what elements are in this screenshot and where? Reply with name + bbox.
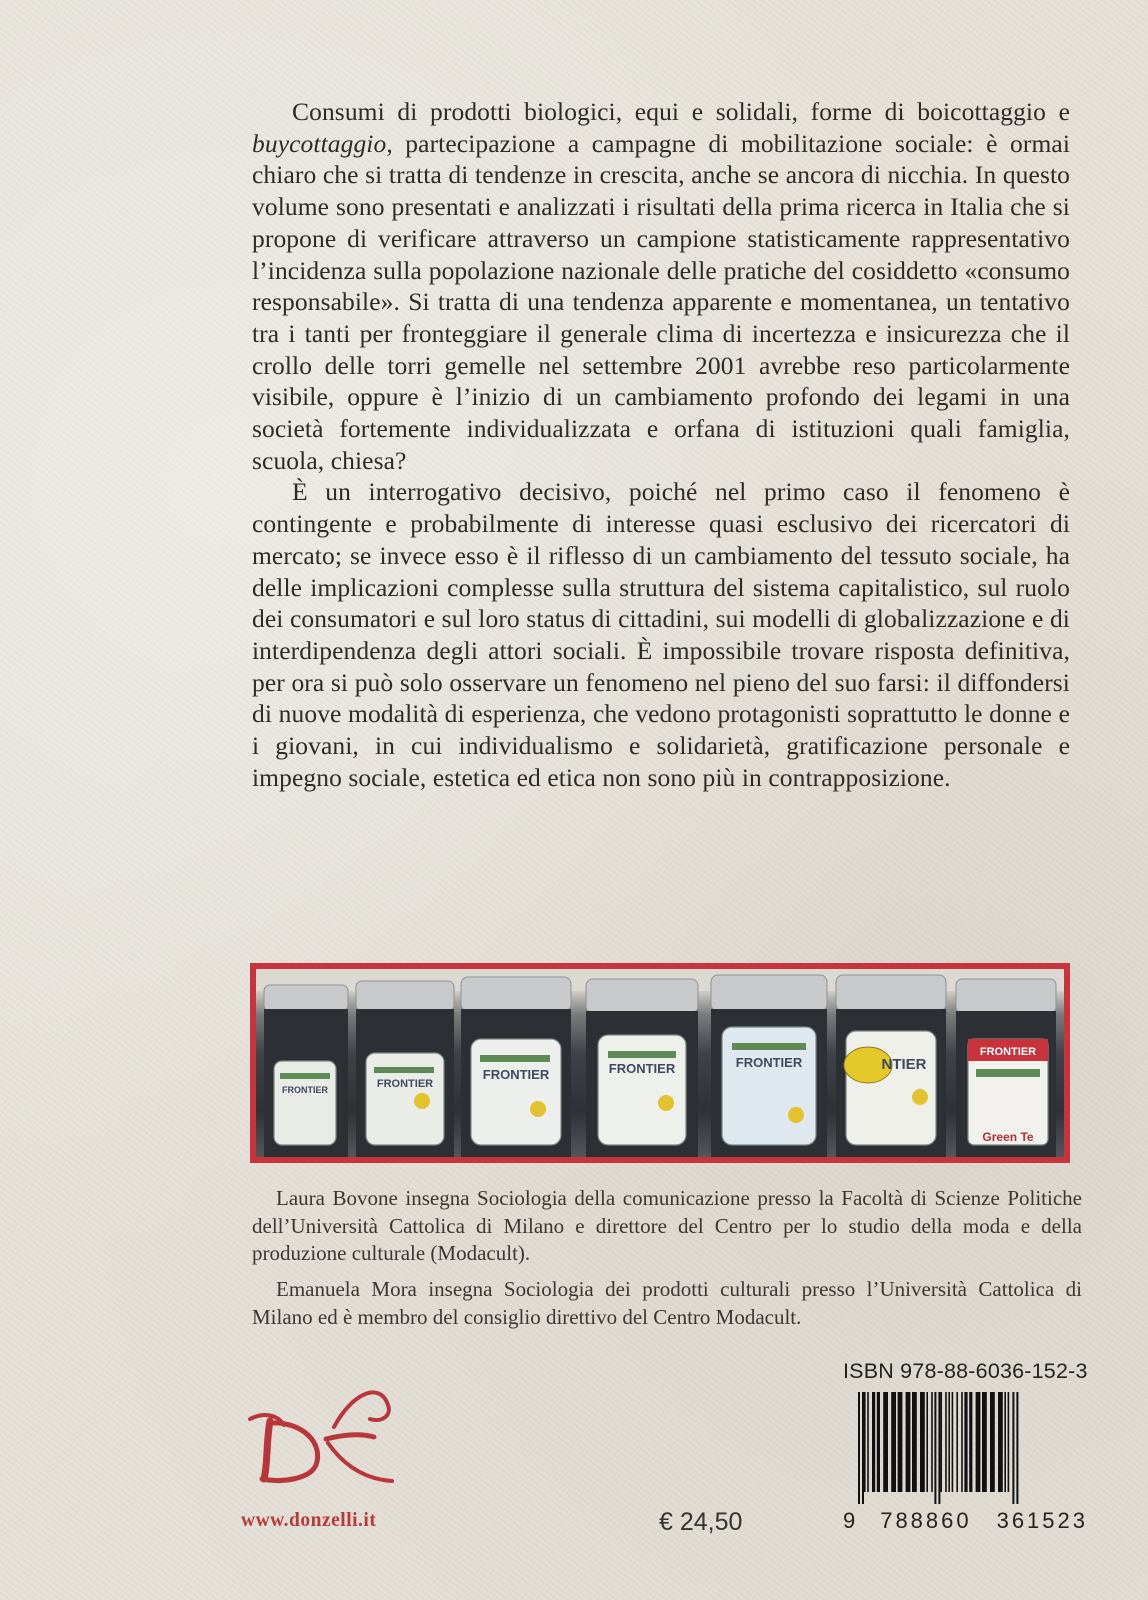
donzelli-logo xyxy=(242,1383,402,1488)
jars-illustration xyxy=(256,969,1064,1157)
barcode-bar xyxy=(891,1392,896,1492)
jar-label-green-tea: Green Te xyxy=(982,1130,1034,1144)
blurb-paragraph-1 xyxy=(252,96,1070,476)
jar-label-4: FRONTIER xyxy=(608,1061,676,1076)
author-bio-mora xyxy=(252,1276,1082,1331)
barcode-bar xyxy=(906,1392,911,1492)
back-cover-blurb xyxy=(252,96,1070,793)
barcode-bar xyxy=(998,1392,1003,1492)
jar-label-5: FRONTIER xyxy=(735,1055,803,1070)
barcode-guard-bar xyxy=(934,1392,936,1504)
cover-photo-frame xyxy=(250,963,1070,1163)
barcode-bar xyxy=(898,1392,903,1492)
barcode-bar xyxy=(964,1392,967,1492)
barcode-bar xyxy=(945,1392,947,1492)
barcode-bar xyxy=(912,1392,917,1492)
barcode-guard-bar xyxy=(1016,1392,1018,1504)
barcode-bar xyxy=(867,1392,869,1492)
jar-label-1: FRONTIER xyxy=(282,1085,328,1095)
barcode-bar xyxy=(920,1392,925,1492)
barcode-bar xyxy=(956,1392,958,1492)
barcode-digit-lead: 9 xyxy=(843,1508,856,1533)
barcode-bar xyxy=(926,1392,928,1492)
jar-label-7: FRONTIER xyxy=(979,1046,1037,1058)
barcode-bar xyxy=(982,1392,987,1492)
barcode-guard-bar xyxy=(858,1392,860,1504)
author-bio-bovone xyxy=(252,1185,1082,1268)
barcode-bar xyxy=(990,1392,995,1492)
publisher-website[interactable]: www.donzelli.it xyxy=(241,1510,377,1531)
barcode xyxy=(854,1392,1086,1504)
barcode-bar xyxy=(976,1392,981,1492)
barcode-bar xyxy=(952,1392,954,1492)
barcode-bar xyxy=(940,1392,942,1492)
jar-label-2: FRONTIER xyxy=(376,1078,434,1090)
blurb-paragraph-2: È un interrogativo decisivo, poiché nel primo caso il fenomeno è contingente e probabilmente di interesse quasi esclusivo dei ricercatori di mercato; se invece esso è il riflesso di un cambiamento del tessuto sociale, ha delle implicazioni complesse sulla struttura del sistema capitalistico, sul ruolo dei consumatori e sul loro status di cittadini, sui modelli di globalizzazione e di interdipendenza degli attori sociali. È impossibile trovare risposta definitiva, per ora si può solo osservare un fenomeno nel pieno del suo farsi: il diffondersi di nuove modalità di esperienza, che vedono protagonisti soprattutto le donne e i giovani, in cui individualismo e solidarietà, gratificazione personale e impegno sociale, estetica ed etica non sono più in contrapposizione. xyxy=(252,477,1070,792)
jar-label-6: NTIER xyxy=(881,1056,927,1073)
barcode-bar xyxy=(1008,1392,1010,1492)
barcode-bar xyxy=(1004,1392,1006,1492)
jar-label-3: FRONTIER xyxy=(482,1067,550,1082)
price: € 24,50 xyxy=(659,1508,743,1536)
barcode-guard-bar xyxy=(1012,1392,1014,1504)
barcode-bar xyxy=(877,1392,880,1492)
barcode-guard-bar xyxy=(862,1392,864,1504)
blurb-p1-rest: , partecipazione a campagne di mobilitazione sociale: è ormai chiaro che si tratta di tendenze in crescita, anche se ancora di nicchia. In questo volume sono presentati e analizzati i risultati della prima ricerca in Italia che si propone di verificare attraverso un campione statisticamente rappresentativo l’incidenza sulla popolazione nazionale delle pratiche del cosiddetto «consumo responsabile». Si tratta di una tendenza apparente e momentanea, un tentativo tra i tanti per fronteggiare il generale clima di incertezza e insicurezza che il crollo delle torri gemelle nel settembre 2001 avrebbe reso particolarmente visibile, oppure è l’inizio di un cambiamento profondo dei legami in una società fortemente individualizzata e orfana di istituzioni quali famiglia, scuola, chiesa? xyxy=(252,128,1070,475)
barcode-digits-right: 361523 xyxy=(996,1508,1088,1533)
barcode-digits-left: 788860 xyxy=(880,1508,972,1533)
barcode-bar xyxy=(883,1392,888,1492)
barcode-bar xyxy=(961,1392,963,1492)
bio-text-mora: Emanuela Mora insegna Sociologia dei prodotti culturali presso l’Università Cattolica di Milano ed è membro del consiglio direttivo del Centro Modacult. xyxy=(252,1277,1082,1329)
barcode-digits xyxy=(843,1508,1088,1534)
barcode-bar xyxy=(931,1392,933,1492)
bio-text-bovone: Laura Bovone insegna Sociologia della comunicazione presso la Facoltà di Scienze Politiche dell’Università Cattolica di Milano e direttore del Centro per lo studio della moda e della produzione culturale (Modacult). xyxy=(252,1186,1082,1265)
barcode-bar xyxy=(872,1392,875,1492)
cover-photo-jars xyxy=(256,969,1064,1157)
barcode-bar xyxy=(864,1392,866,1492)
blurb-p1-start: Consumi di prodotti biologici, equi e solidali, forme di boicottaggio e xyxy=(292,97,1070,126)
blurb-p1-italic: buycottaggio xyxy=(252,128,387,158)
barcode-bar xyxy=(969,1392,972,1492)
barcode-bar xyxy=(948,1392,950,1492)
isbn-label: ISBN 978-88-6036-152-3 xyxy=(843,1359,1088,1383)
barcode-guard-bar xyxy=(938,1392,940,1504)
